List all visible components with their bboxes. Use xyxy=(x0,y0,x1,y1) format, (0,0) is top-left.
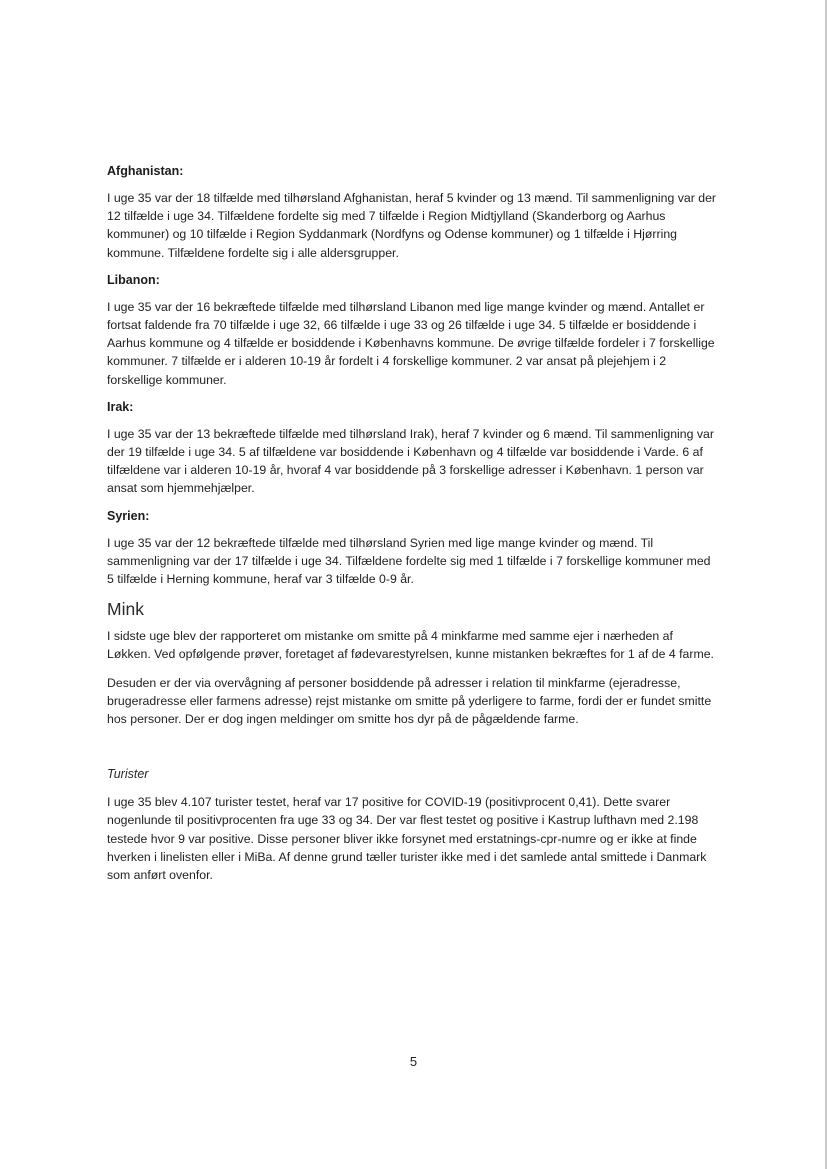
paragraph-mink-2: Desuden er der via overvågning af personer bosiddende på adresser i relation til minkfarme (ejeradresse, brugeradresse eller farmens adresse) rejst mistanke om smitte på yderligere to farme, fordi der er fundet smitte hos personer. Der er dog ingen meldinger om smitte hos dyr på de pågældende farme. xyxy=(107,675,712,727)
paragraph-syrien: I uge 35 var der 12 bekræftede tilfælde med tilhørsland Syrien med lige mange kvinder og mænd. Til sammenligning var der 17 tilfælde i uge 34. Tilfældene fordelte sig med 1 tilfælde i 7 forskellige kommuner med 5 tilfælde i Herning kommune, heraf var 3 tilfælde 0-9 år. xyxy=(107,535,711,587)
paragraph-irak: I uge 35 var der 13 bekræftede tilfælde med tilhørsland Irak), heraf 7 kvinder og 6 mænd. Til sammenligning var der 19 tilfælde i uge 34. 5 af tilfældene var bosiddende i København og 4 tilfælde var bosiddende i Varde. 6 af tilfældene var i alderen 10-19 år, hvoraf 4 var bosiddende på 3 forskellige adresser i København. 1 person var ansat som hjemmehjælper. xyxy=(107,426,714,496)
paragraph-afghanistan: I uge 35 var der 18 tilfælde med tilhørsland Afghanistan, heraf 5 kvinder og 13 mænd. Til sammenligning var der 12 tilfælde i uge 34. Tilfældene fordelte sig med 7 tilfælde i Region Midtjylland (Skanderborg og Aarhus kommuner) og 10 tilfælde i Region Syddanmark (Nordfyns og Odense kommuner) og 1 tilfælde i Hjørring kommune. Tilfældene fordelte sig i alle aldersgrupper. xyxy=(107,191,717,260)
paragraph-turister: I uge 35 blev 4.107 turister testet, heraf var 17 positive for COVID-19 (positivprocent 0,41). Dette svarer nogenlunde til positivprocenten fra uge 33 og 34. Der var flest testet og positive i Kastrup lufthavn med 2.198 testede hvor 9 var positive. Disse personer bliver ikke forsynet med erstatnings-cpr-numre og er ikke at finde hverken i linelisten eller i MiBa. Af denne grund tæller turister ikke med i det samlede antal smittede i Danmark som anført ovenfor. xyxy=(107,795,707,883)
section-title-mink: Mink xyxy=(107,599,144,620)
heading-syrien: Syrien: xyxy=(107,508,150,523)
heading-libanon: Libanon: xyxy=(107,272,160,287)
paragraph-libanon: I uge 35 var der 16 bekræftede tilfælde med tilhørsland Libanon med lige mange kvinder og mænd. Antallet er fortsat faldende fra 70 tilfælde i uge 32, 66 tilfælde i uge 33 og 26 tilfælde i uge 34. 5 tilfælde er bosiddende i Aarhus kommune og 4 tilfælde er bosiddende i Københavns kommune. De øvrige tilfælde fordeler i 7 forskellige kommuner. 7 tilfælde er i alderen 10-19 år fordelt i 4 forskellige kommuner. 2 var ansat på plejehjem i 2 forskellige kommuner. xyxy=(107,299,715,387)
page-number: 5 xyxy=(409,1054,418,1069)
heading-irak: Irak: xyxy=(107,399,134,414)
paragraph-mink-1: I sidste uge blev der rapporteret om mistanke om smitte på 4 minkfarme med samme ejer i nærheden af Løkken. Ved opfølgende prøver, foretaget af fødevarestyrelsen, kunne mistanken bekræftes for 1 af de 4 farme. xyxy=(107,629,714,662)
document-body xyxy=(107,163,719,894)
section-title-turister: Turister xyxy=(107,767,149,782)
heading-afghanistan: Afghanistan: xyxy=(107,164,184,178)
